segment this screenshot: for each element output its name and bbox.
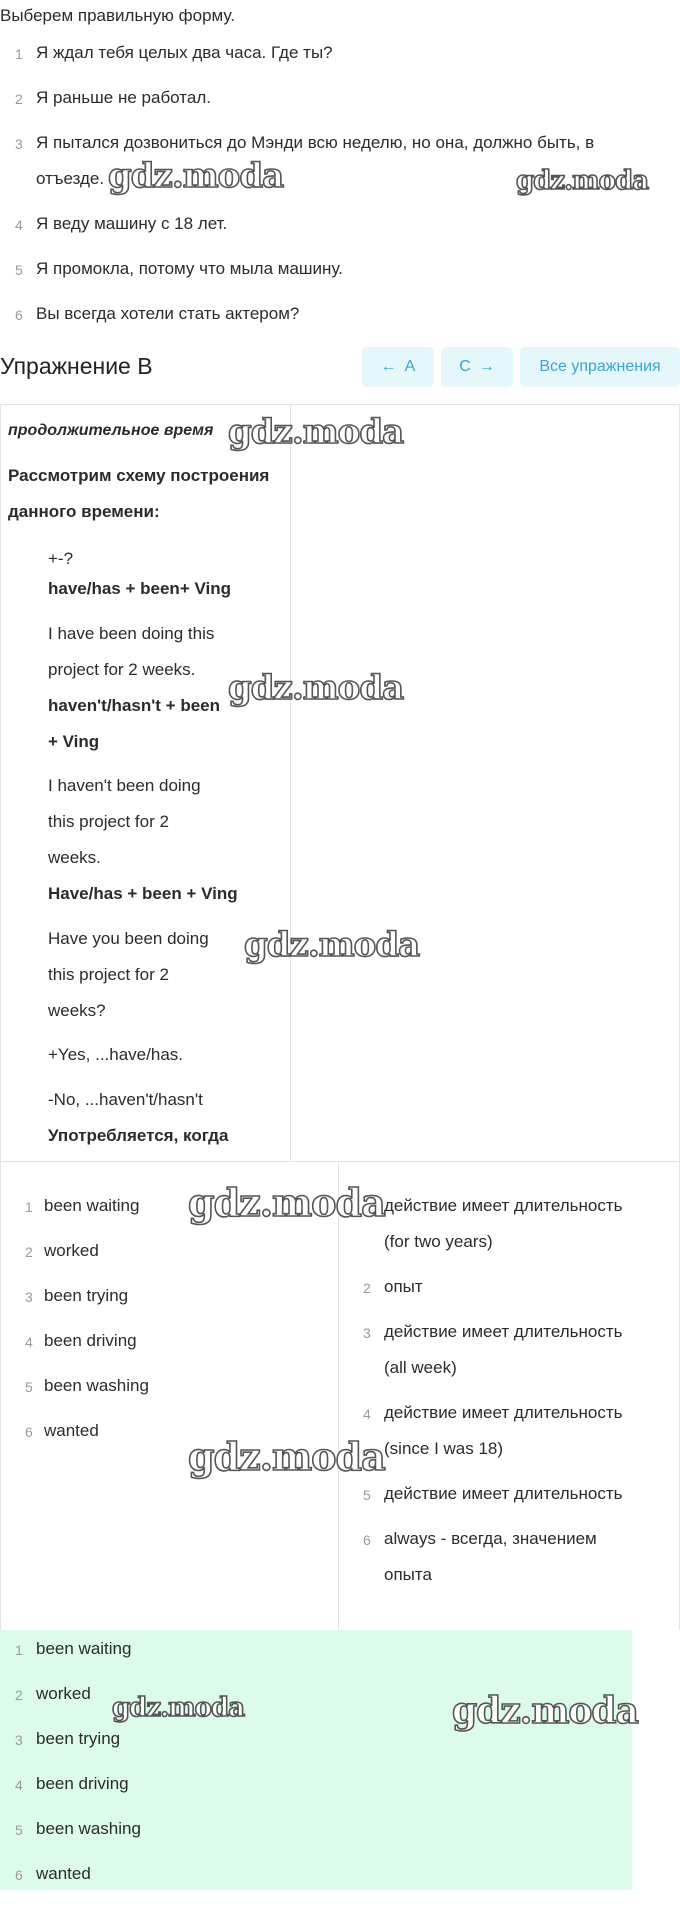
answer-left-5: been washing bbox=[44, 1376, 149, 1395]
prev-exercise-button[interactable] bbox=[362, 347, 434, 387]
sentence-1: Я ждал тебя целых два часа. Где ты? bbox=[36, 43, 333, 62]
theory-signs: +-? bbox=[48, 549, 74, 568]
answer-left-6: wanted bbox=[44, 1421, 99, 1440]
sentence-4: Я веду машину с 18 лет. bbox=[36, 214, 228, 233]
usage-heading: Употребляется, когда bbox=[48, 1126, 229, 1145]
watermark: gdz.moda bbox=[112, 1693, 245, 1723]
example-negative-line1: I haven't been doing bbox=[48, 776, 201, 795]
theory-scheme-line2: данного времени: bbox=[8, 502, 160, 521]
answer-right-3: действие имеет длительность bbox=[384, 1322, 623, 1341]
all-exercises-button[interactable]: Все упражнения bbox=[520, 347, 680, 387]
item-number: 4 bbox=[15, 217, 23, 233]
divider bbox=[290, 404, 291, 1161]
formula-affirmative: have/has + been+ Ving bbox=[48, 579, 231, 598]
item-number: 5 bbox=[363, 1487, 371, 1503]
short-answer-no: -No, ...haven't/hasn't bbox=[48, 1090, 203, 1109]
example-negative-line3: weeks. bbox=[48, 848, 101, 867]
watermark: gdz.moda bbox=[188, 1180, 385, 1225]
divider bbox=[0, 1161, 680, 1162]
intro-text: Выберем правильную форму. bbox=[0, 6, 235, 25]
example-question-line3: weeks? bbox=[48, 1001, 106, 1020]
final-answer-1: been waiting bbox=[36, 1639, 132, 1658]
theory-scheme-line1: Рассмотрим схему построения bbox=[8, 466, 270, 485]
item-number: 3 bbox=[15, 136, 23, 152]
answer-left-1: been waiting bbox=[44, 1196, 140, 1215]
watermark: gdz.moda bbox=[516, 166, 649, 196]
item-number: 5 bbox=[15, 1822, 23, 1838]
item-number: 6 bbox=[25, 1424, 33, 1440]
formula-question: Have/has + been + Ving bbox=[48, 884, 238, 903]
item-number: 6 bbox=[15, 307, 23, 323]
arrow-left-icon: ← bbox=[380, 358, 397, 375]
item-number: 4 bbox=[15, 1777, 23, 1793]
answer-left-4: been driving bbox=[44, 1331, 137, 1350]
item-number: 4 bbox=[25, 1334, 33, 1350]
formula-negative-line2: + Ving bbox=[48, 732, 100, 751]
watermark: gdz.moda bbox=[188, 1434, 385, 1479]
divider bbox=[0, 404, 680, 405]
answer-right-4: действие имеет длительность bbox=[384, 1403, 623, 1422]
item-number: 6 bbox=[15, 1867, 23, 1883]
item-number: 4 bbox=[363, 1406, 371, 1422]
theory-heading: продолжительное время bbox=[8, 422, 214, 439]
answer-left-3: been trying bbox=[44, 1286, 129, 1305]
watermark: gdz.moda bbox=[452, 1690, 638, 1732]
answer-right-4-cont: (since I was 18) bbox=[384, 1439, 504, 1458]
sentence-2: Я раньше не работал. bbox=[36, 88, 211, 107]
item-number: 5 bbox=[25, 1379, 33, 1395]
final-answer-4: been driving bbox=[36, 1774, 129, 1793]
answer-left-2: worked bbox=[44, 1241, 99, 1260]
answer-right-1: действие имеет длительность bbox=[384, 1196, 623, 1215]
item-number: 2 bbox=[363, 1280, 371, 1296]
prev-exercise-label: A bbox=[404, 358, 416, 375]
item-number: 1 bbox=[15, 46, 23, 62]
watermark: gdz.moda bbox=[244, 925, 420, 965]
item-number: 3 bbox=[363, 1325, 371, 1341]
sentence-5: Я промокла, потому что мыла машину. bbox=[36, 259, 343, 278]
divider bbox=[338, 1161, 339, 1630]
item-number: 3 bbox=[15, 1732, 23, 1748]
divider bbox=[0, 404, 1, 1630]
item-number: 6 bbox=[363, 1532, 371, 1548]
item-number: 2 bbox=[25, 1244, 33, 1260]
exercise-title: Упражнение B bbox=[0, 353, 153, 379]
final-answer-5: been washing bbox=[36, 1819, 141, 1838]
watermark: gdz.moda bbox=[228, 412, 404, 452]
answer-right-6-cont: опыта bbox=[384, 1565, 432, 1584]
final-answer-6: wanted bbox=[36, 1864, 91, 1883]
answer-right-3-cont: (all week) bbox=[384, 1358, 457, 1377]
sentence-3: Я пытался дозвониться до Мэнди всю неделю, но она, должно быть, в bbox=[36, 133, 595, 152]
final-answer-3: been trying bbox=[36, 1729, 121, 1748]
item-number: 1 bbox=[25, 1199, 33, 1215]
watermark: gdz.moda bbox=[228, 668, 404, 708]
example-affirmative-line1: I have been doing this bbox=[48, 624, 215, 643]
answer-block bbox=[0, 1630, 632, 1890]
item-number: 2 bbox=[15, 91, 23, 107]
item-number: 5 bbox=[15, 262, 23, 278]
example-affirmative-line2: project for 2 weeks. bbox=[48, 660, 196, 679]
example-question-line1: Have you been doing bbox=[48, 929, 209, 948]
item-number: 1 bbox=[15, 1642, 23, 1658]
item-number: 3 bbox=[25, 1289, 33, 1305]
watermark: gdz.moda bbox=[108, 156, 284, 196]
example-negative-line2: this project for 2 bbox=[48, 812, 169, 831]
sentence-3-cont: отъезде. bbox=[36, 169, 105, 188]
sentence-6: Вы всегда хотели стать актером? bbox=[36, 304, 300, 323]
next-exercise-label: C bbox=[459, 358, 471, 375]
answer-right-6: always - всегда, значением bbox=[384, 1529, 597, 1548]
answer-right-5: действие имеет длительность bbox=[384, 1484, 623, 1503]
short-answer-yes: +Yes, ...have/has. bbox=[48, 1045, 183, 1064]
formula-negative-line1: haven't/hasn't + been bbox=[48, 696, 220, 715]
arrow-right-icon: → bbox=[478, 358, 495, 375]
item-number: 2 bbox=[15, 1687, 23, 1703]
answer-right-1-cont: (for two years) bbox=[384, 1232, 493, 1251]
example-question-line2: this project for 2 bbox=[48, 965, 169, 984]
answer-right-2: опыт bbox=[384, 1277, 423, 1296]
final-answer-2: worked bbox=[36, 1684, 91, 1703]
next-exercise-button[interactable] bbox=[441, 347, 513, 387]
